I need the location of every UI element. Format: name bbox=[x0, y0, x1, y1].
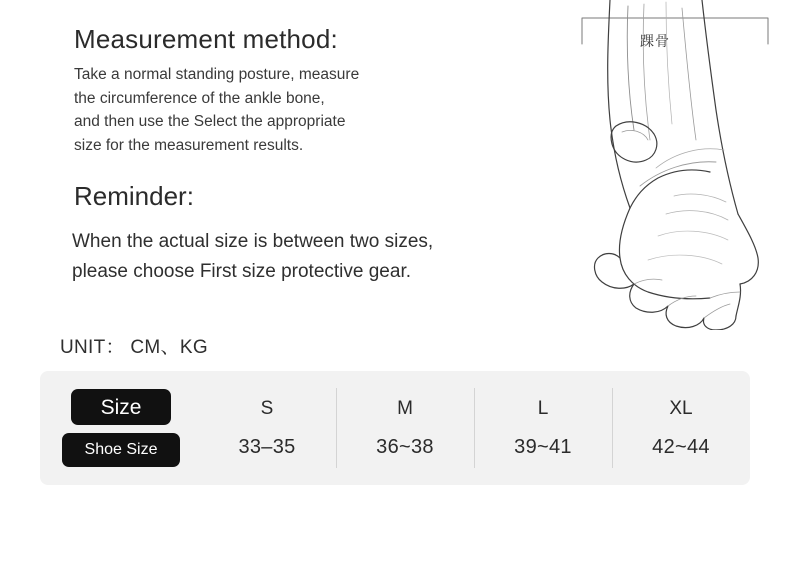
shoe-size-value: 39~41 bbox=[514, 435, 572, 458]
foot-illustration bbox=[570, 0, 780, 330]
measurement-line: and then use the Select the appropriate bbox=[74, 113, 346, 131]
reminder-line: please choose First size protective gear. bbox=[72, 261, 412, 283]
reminder-line: When the actual size is between two sizes, bbox=[72, 230, 434, 252]
size-value: M bbox=[397, 397, 413, 419]
size-column-xl bbox=[612, 371, 750, 485]
size-column-s bbox=[198, 371, 336, 485]
measurement-line: size for the measurement results. bbox=[74, 136, 304, 154]
size-table-columns bbox=[198, 371, 750, 485]
shoe-size-value: 42~44 bbox=[652, 435, 710, 458]
shoe-size-value: 36~38 bbox=[376, 435, 434, 458]
reminder-heading: Reminder: bbox=[74, 181, 194, 212]
size-column-m bbox=[336, 371, 474, 485]
shoe-size-value: 33–35 bbox=[238, 435, 296, 458]
size-column-l bbox=[474, 371, 612, 485]
size-value: S bbox=[260, 397, 274, 419]
size-value: L bbox=[537, 397, 549, 419]
reminder-body bbox=[72, 227, 590, 289]
size-table bbox=[40, 371, 750, 485]
measurement-heading: Measurement method: bbox=[74, 24, 338, 54]
size-table-grid bbox=[40, 371, 750, 485]
measurement-body bbox=[74, 63, 590, 157]
unit-label: UNIT： CM、KG bbox=[60, 337, 208, 358]
ankle-bone-label: 踝骨 bbox=[640, 33, 670, 49]
size-row-chip: Size bbox=[71, 389, 171, 425]
size-table-row-labels bbox=[40, 371, 198, 485]
measurement-line: Take a normal standing posture, measure bbox=[74, 66, 360, 84]
size-value: XL bbox=[669, 397, 693, 419]
foot-drawing-svg bbox=[570, 0, 780, 330]
measurement-line: the circumference of the ankle bone, bbox=[74, 89, 325, 107]
text-column bbox=[60, 24, 590, 288]
shoe-size-row-chip: Shoe Size bbox=[62, 433, 180, 467]
